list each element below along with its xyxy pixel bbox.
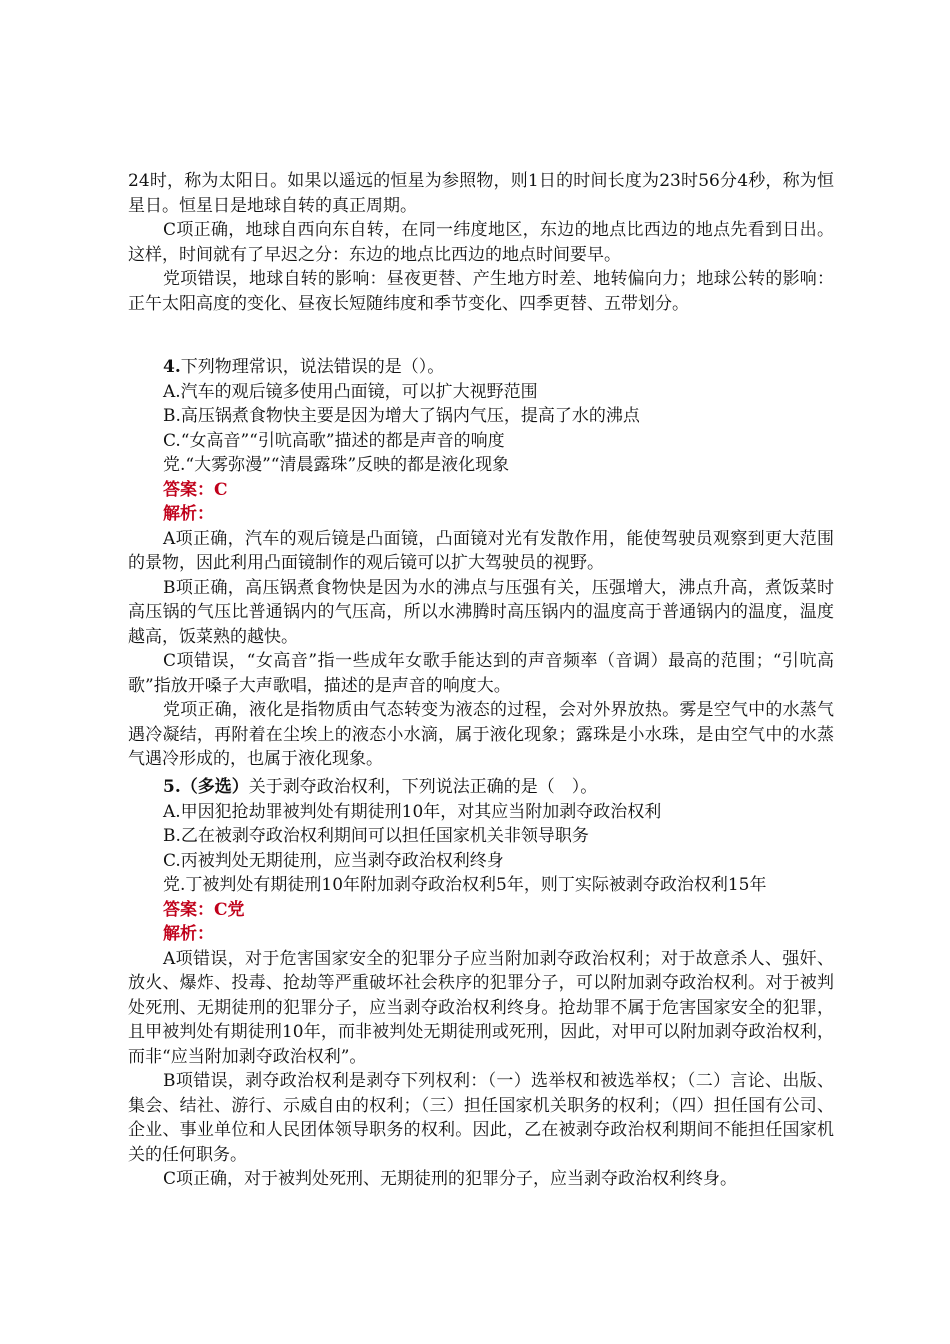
analysis-label: 解析： bbox=[163, 924, 214, 944]
option-c: C.“女高音”“引吭高歌”描述的都是声音的响度 bbox=[163, 430, 505, 451]
question-stem bbox=[128, 355, 834, 380]
question-5 bbox=[128, 775, 834, 1192]
answer-line: 答案：C党 bbox=[163, 899, 245, 920]
question-stem bbox=[128, 775, 834, 800]
option-d: 党.丁被判处有期徒刑10年附加剥夺政治权利5年，则丁实际被剥夺政治权利15年 bbox=[163, 875, 767, 895]
option-b: B.高压锅煮食物快主要是因为增大了锅内气压，提高了水的沸点 bbox=[163, 406, 640, 426]
intro-paragraph: C项正确，地球自西向东自转，在同一纬度地区，东边的地点比西边的地点先看到日出。这样，时间就有了早迟之分：东边的地点比西边的地点时间要早。 bbox=[128, 220, 834, 265]
question-text: 下列物理常识，说法错误的是（）。 bbox=[180, 357, 445, 377]
analysis-paragraph: B项错误，剥夺政治权利是剥夺下列权利：（一）选举权和被选举权；（二）言论、出版、集会、结社、游行、示威自由的权利；（三）担任国家机关职务的权利；（四）担任国有公司、企业、事业单位和人民团体领导职务的权利。因此，乙在被剥夺政治权利期间不能担任国家机关的任何职务。 bbox=[128, 1071, 834, 1165]
analysis-paragraph: C项错误，“女高音”指一些成年女歌手能达到的声音频率（音调）最高的范围；“引吭高歌”指放开嗓子大声歌唱，描述的是声音的响度大。 bbox=[128, 651, 834, 696]
intro-paragraph: 党项错误，地球自转的影响：昼夜更替、产生地方时差、地转偏向力；地球公转的影响：正午太阳高度的变化、昼夜长短随纬度和季节变化、四季更替、五带划分。 bbox=[128, 269, 834, 314]
option-a: A.甲因犯抢劫罪被判处有期徒刑10年，对其应当附加剥夺政治权利 bbox=[163, 801, 662, 822]
option-a: A.汽车的观后镜多使用凸面镜，可以扩大视野范围 bbox=[163, 381, 538, 402]
question-number: 4. bbox=[163, 357, 181, 377]
intro-section bbox=[128, 169, 834, 316]
intro-paragraph: 24时，称为太阳日。如果以遥远的恒星为参照物，则1日的时间长度为23时56分4秒，称为恒星日。恒星日是地球自转的真正周期。 bbox=[128, 171, 834, 216]
option-c: C.丙被判处无期徒刑，应当剥夺政治权利终身 bbox=[163, 850, 504, 871]
analysis-paragraph: 党项正确，液化是指物质由气态转变为液态的过程，会对外界放热。雾是空气中的水蒸气遇冷凝结，再附着在尘埃上的液态小水滴，属于液化现象；露珠是小水珠，是由空气中的水蒸气遇冷形成的，也属于液化现象。 bbox=[128, 700, 834, 769]
analysis-paragraph: B项正确，高压锅煮食物快是因为水的沸点与压强有关，压强增大，沸点升高，煮饭菜时高压锅的气压比普通锅内的气压高，所以水沸腾时高压锅内的温度高于普通锅内的温度，温度越高，饭菜熟的越快。 bbox=[128, 577, 834, 647]
answer-line: 答案：C bbox=[163, 479, 228, 500]
option-d: 党.“大雾弥漫”“清晨露珠”反映的都是液化现象 bbox=[163, 455, 510, 475]
option-b: B.乙在被剥夺政治权利期间可以担任国家机关非领导职务 bbox=[163, 826, 589, 846]
question-number: 5. bbox=[163, 777, 181, 797]
question-4 bbox=[128, 355, 834, 772]
analysis-paragraph: A项正确，汽车的观后镜是凸面镜，凸面镜对光有发散作用，能使驾驶员观察到更大范围的景物，因此利用凸面镜制作的观后镜可以扩大驾驶员的视野。 bbox=[128, 528, 834, 573]
analysis-label: 解析： bbox=[163, 504, 214, 524]
question-tag: （多选） bbox=[180, 777, 249, 797]
analysis-paragraph: A项错误，对于危害国家安全的犯罪分子应当附加剥夺政治权利；对于故意杀人、强奸、放火、爆炸、投毒、抢劫等严重破坏社会秩序的犯罪分子，可以附加剥夺政治权利。对于被判处死刑、无期徒刑的犯罪分子，应当剥夺政治权利终身。抢劫罪不属于危害国家安全的犯罪，且甲被判处有期徒刑10年，而非被判处无期徒刑或死刑，因此，对甲可以附加剥夺政治权利，而非“应当附加剥夺政治权利”。 bbox=[128, 948, 834, 1067]
analysis-paragraph: C项正确，对于被判处死刑、无期徒刑的犯罪分子，应当剥夺政治权利终身。 bbox=[163, 1169, 738, 1189]
question-text: 关于剥夺政治权利，下列说法正确的是（ ）。 bbox=[248, 777, 598, 797]
